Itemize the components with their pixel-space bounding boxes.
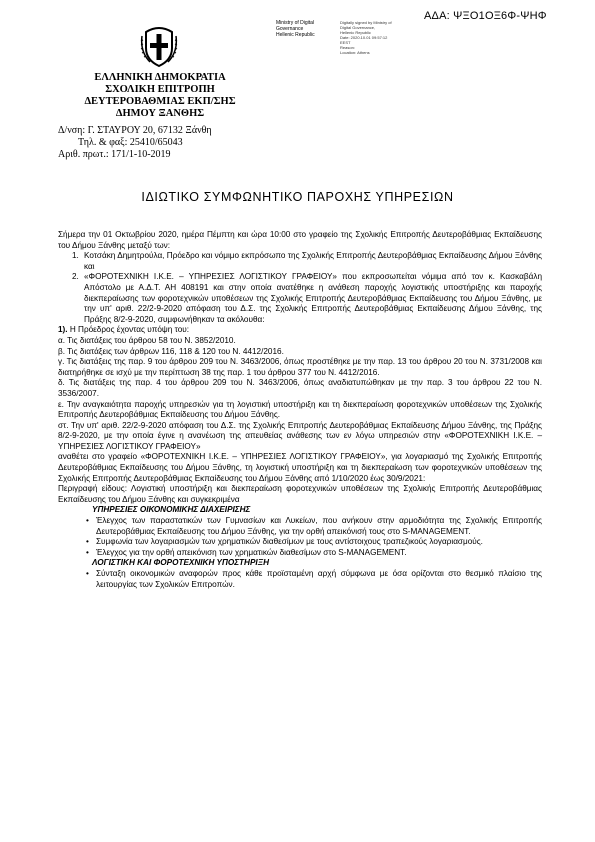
issuer-header [60, 72, 260, 120]
signature-detail: Digital Governance, [340, 25, 376, 30]
section-heading [58, 325, 542, 336]
service-text: Συμφωνία των λογαριασμών των χρηματικών διαθεσίμων με τους αντίστοιχους τραπεζικούς λογαριασμούς. [96, 537, 483, 547]
signature-detail: EEST [340, 40, 351, 45]
section-number: 1). [58, 325, 68, 335]
phone: Τηλ. & φαξ: 25410/65043 [78, 137, 183, 148]
party-text: Κοτσάκη Δημητρούλα, Πρόεδρο και νόμιμο εκπρόσωπο της Σχολικής Επιτροπής Δευτεροβάθμιας Εκπαίδευσης Δήμου Ξάνθης και [84, 251, 542, 271]
protocol-number: Αριθ. πρωτ.: 171/1-10-2019 [58, 149, 171, 160]
consideration-item: γ. Τις διατάξεις της παρ. 9 του άρθρου 209 του Ν. 3463/2006, όπως προστέθηκε με την παρ. 13 του άρθρου 20 του Ν. 3731/2008 και διατηρήθηκε σε ισχύ με την περίπτωση 38 της παρ. 1 του άρθρου 377 του Ν. 4412/2016. [58, 357, 542, 377]
signature-detail: Digitally signed by Ministry of [340, 20, 392, 25]
header-line: ΕΛΛΗΝΙΚΗ ΔΗΜΟΚΡΑΤΙΑ [94, 72, 226, 83]
bullet-icon: • [86, 516, 89, 526]
signature-detail: Hellenic Republic [340, 30, 371, 35]
party-item [58, 272, 542, 325]
party-item [58, 251, 542, 272]
document-body [58, 230, 542, 590]
bullet-icon: • [86, 547, 89, 557]
party-number: 2. [72, 272, 79, 282]
tax-support-heading: ΛΟΓΙΣΤΙΚΗ ΚΑΙ ΦΟΡΟΤΕΧΝΙΚΗ ΥΠΟΣΤΗΡΙΞΗ [92, 558, 269, 568]
party-text: «ΦΟΡΟΤΕΧΝΙΚΗ Ι.Κ.Ε. – ΥΠΗΡΕΣΙΕΣ ΛΟΓΙΣΤΙΚΟΥ ΓΡΑΦΕΙΟΥ» που εκπροσωπείται νόμιμα από τον κ. Κασκαβάλη Απόστολο με Α.Δ.Τ. ΑΗ 408191 και στην οποία ανατέθηκε η ανάθεση παροχής λογιστικής υποστήριξης και παροχής διεκπεραίωσης των φοροτεχνικών υποθέσεων της Σχολικής Επιτροπής Δευτεροβάθμιας Εκπαίδευσης του Δήμου Ξάνθης, με την υπ' αριθ. 22/2-9-2020 απόφαση του Δ.Σ. της Σχολικής Επιτροπής Δευτεροβάθμιας Εκπαίδευσης Δήμου Ξάνθης, της Πράξης 8/2-9-2020, συμφωνήθηκαν τα ακόλουθα: [84, 272, 542, 324]
coat-of-arms-emblem [140, 22, 178, 68]
intro-paragraph: Σήμερα την 01 Οκτωβρίου 2020, ημέρα Πέμπτη και ώρα 10:00 στο γραφείο της Σχολικής Επιτροπής Δευτεροβάθμιας Εκπαίδευσης του Δήμου Ξάνθης μεταξύ των: [58, 230, 542, 250]
bullet-icon: • [86, 537, 89, 547]
header-line: ΔΗΜΟΥ ΞΑΝΘΗΣ [115, 108, 205, 119]
digital-signature-left [276, 20, 315, 38]
header-line: ΔΕΥΤΕΡΟΒΑΘΜΙΑΣ ΕΚΠ/ΣΗΣ [84, 96, 236, 107]
bullet-icon: • [86, 569, 89, 578]
signature-line: Hellenic Republic [276, 32, 315, 38]
service-item [58, 537, 542, 548]
assignment-paragraph: αναθέτει στο γραφείο «ΦΟΡΟΤΕΧΝΙΚΗ Ι.Κ.Ε. – ΥΠΗΡΕΣΙΕΣ ΛΟΓΙΣΤΙΚΟΥ ΓΡΑΦΕΙΟΥ», για λογαριασμό της Σχολικής Επιτροπής Δευτεροβάθμιας Εκπαίδευσης του Δήμου Ξάνθης, τη λογιστική υποστήριξη και τη διεκπεραίωση των φοροτεχνικών υποθέσεων της Σχολικής Επιτροπής Δευτεροβάθμιας Εκπαίδευσης του Δήμου Ξάνθης από 1/10/2020 έως 30/9/2021: [58, 452, 542, 483]
signature-detail: Location: Athens [340, 50, 370, 55]
service-item [58, 516, 542, 537]
tax-text: Σύνταξη οικονομικών αναφορών προς κάθε προϊσταμένη αρχή σύμφωνα με όσα ορίζονται στο θεσμικό πλαίσιο της λειτουργίας των Σχολικών Επιτροπών. [96, 569, 542, 589]
consideration-item: β. Τις διατάξεις των άρθρων 116, 118 & 120 του Ν. 4412/2016. [58, 346, 284, 356]
consideration-item: α. Τις διατάξεις του άρθρου 58 του Ν. 3852/2010. [58, 335, 236, 345]
address: Δ/νση: Γ. ΣΤΑΥΡΟΥ 20, 67132 Ξάνθη [58, 125, 212, 136]
signature-line: Governance [276, 26, 304, 32]
service-text: Έλεγχος για την ορθή απεικόνιση των χρηματικών διαθεσίμων στο S-MANAGEMENT. [96, 547, 407, 557]
issuer-contact [58, 125, 212, 161]
ada-code: ΑΔΑ: ΨΞΟ1ΟΞ6Φ-ΨΗΦ [424, 10, 547, 22]
party-number: 1. [72, 251, 79, 261]
signature-detail: Reason: [340, 45, 355, 50]
service-item [58, 548, 542, 559]
section-heading-text: Η Πρόεδρος έχοντας υπόψη του: [69, 325, 190, 335]
services-heading: ΥΠΗΡΕΣΙΕΣ ΟΙΚΟΝΟΜΙΚΗΣ ΔΙΑΧΕΙΡΙΣΗΣ [92, 505, 251, 515]
header-line: ΣΧΟΛΙΚΗ ΕΠΙΤΡΟΠΗ [105, 84, 215, 95]
signature-line: Ministry of Digital [276, 20, 315, 26]
service-text: Έλεγχος των παραστατικών των Γυμνασίων και Λυκείων, που ανήκουν στην αρμοδιότητα της Σχολικής Επιτροπής Δευτεροβάθμιας Εκπαίδευσης του Δήμου Ξάνθης, για την ορθή απεικόνισή τους στο S-MANAGEMENT. [96, 516, 542, 536]
document-title: ΙΔΙΩΤΙΚΟ ΣΥΜΦΩΝΗΤΙΚΟ ΠΑΡΟΧΗΣ ΥΠΗΡΕΣΙΩΝ [141, 190, 454, 204]
signature-detail: Date: 2020.10.01 09:57:12 [340, 35, 388, 40]
tax-item [58, 569, 542, 590]
consideration-item: ε. Την αναγκαιότητα παροχής υπηρεσιών για τη λογιστική υποστήριξη και τη διεκπεραίωση φοροτεχνικών υποθέσεων της Σχολικής Επιτροπής Δευτεροβάθμιας Εκπαίδευσης του Δήμου Ξάνθης. [58, 399, 542, 420]
consideration-item: δ. Τις διατάξεις της παρ. 4 του άρθρου 209 του Ν. 3463/2006, όπως αναδιατυπώθηκαν με την παρ. 3 του άρθρου 22 του Ν. 3536/2007. [58, 378, 542, 398]
description-paragraph: Περιγραφή είδους: Λογιστική υποστήριξη και διεκπεραίωση φοροτεχνικών υποθέσεων της Σχολικής Επιτροπής Δευτεροβάθμιας Εκπαίδευσης του Δήμου Ξάνθης και συγκεκριμένα [58, 484, 542, 504]
consideration-item: στ. Την υπ' αριθ. 22/2-9-2020 απόφαση του Δ.Σ. της Σχολικής Επιτροπής Δευτεροβάθμιας Εκπαίδευσης Δήμου Ξάνθης, της Πράξης 8/2-9-2020, με την οποία έγινε η ανανέωση της απευθείας ανάθεσης των εν λόγω υπηρεσιών στην «ΦΟΡΟΤΕΧΝΙΚΗ Ι.Κ.Ε. – ΥΠΗΡΕΣΙΕΣ ΛΟΓΙΣΤΙΚΟΥ ΓΡΑΦΕΙΟΥ» [58, 420, 542, 451]
digital-signature-details [340, 20, 392, 55]
